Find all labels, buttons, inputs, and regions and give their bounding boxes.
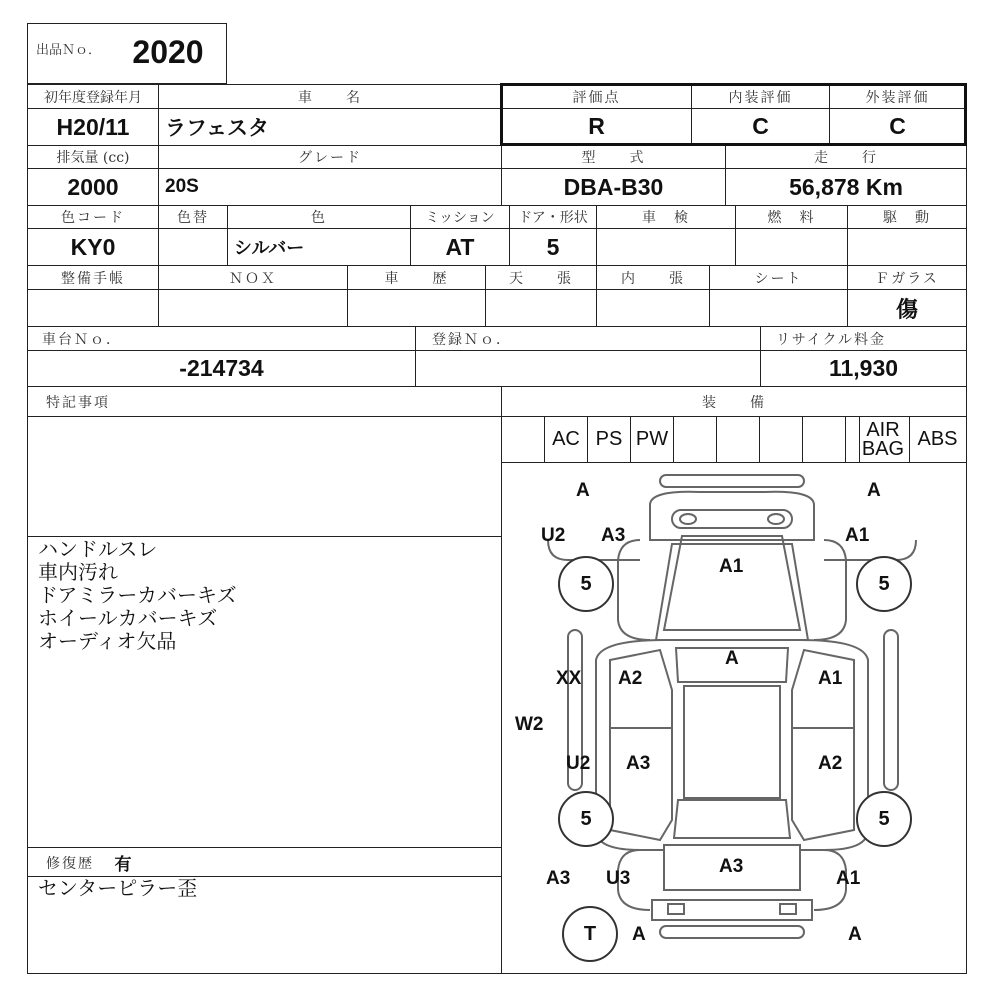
grade-value: 20S: [165, 176, 199, 197]
interior-grade-value: C: [752, 113, 769, 139]
exterior-grade-header: 外装評価: [865, 89, 930, 106]
damage-mark: A1: [719, 556, 744, 577]
drive-header: 駆 動: [883, 210, 931, 226]
score-header: 評価点: [572, 89, 621, 106]
grade-header: グレード: [298, 150, 362, 166]
inspection-value: [597, 229, 735, 265]
notes-header: 特記事項: [46, 394, 110, 411]
damage-mark: A1: [818, 668, 843, 689]
roof-lining-header: 天 張: [509, 270, 573, 287]
roof-lining-value: [486, 290, 596, 326]
recycle-fee-header: リサイクル料金: [776, 331, 887, 348]
registration-number-value: [416, 351, 760, 386]
front-glass-value: 傷: [895, 297, 918, 323]
note-line: ホイールカバーキズ: [38, 606, 218, 630]
equipment-cell-empty: [846, 417, 859, 462]
damage-mark: A: [867, 480, 881, 501]
color-header: 色: [311, 210, 327, 226]
equipment-header: 装 備: [702, 394, 766, 411]
interior-grade-header: 内装評価: [728, 89, 793, 106]
car-name-value: ラフェスタ: [165, 116, 269, 140]
note-line: 車内汚れ: [38, 560, 118, 584]
transmission-header: ミッション: [425, 210, 495, 226]
equipment-cell-empty: [674, 417, 716, 462]
displacement-header: 排気量 (cc): [56, 150, 130, 166]
mileage-value: 56,878 Km: [789, 173, 903, 200]
interior-trim-header: 内 張: [621, 270, 685, 287]
first-registration-header: 初年度登録年月: [44, 89, 142, 106]
color-code-value: KY0: [70, 233, 116, 260]
model-code-header: 型 式: [581, 150, 646, 166]
repair-history-value: 有: [114, 855, 132, 875]
door-shape-value: 5: [546, 233, 560, 260]
chassis-number-header: 車台Ｎｏ．: [42, 331, 122, 348]
damage-mark: U2: [541, 525, 566, 546]
recycle-fee-value: 11,930: [828, 355, 899, 381]
damage-mark: A: [848, 924, 862, 945]
equipment-cell-empty: [717, 417, 759, 462]
notes-list: [38, 538, 488, 653]
equipment-cell-empty: [803, 417, 845, 462]
mileage-header: 走 行: [814, 150, 878, 166]
fuel-header: 燃 料: [767, 210, 816, 226]
damage-mark: A: [725, 648, 739, 669]
chassis-number-value: -214734: [179, 355, 264, 381]
repair-note: センターピラー歪: [38, 876, 198, 900]
front-glass-header: Ｆガラス: [875, 270, 939, 287]
damage-mark: W2: [515, 714, 544, 735]
damage-mark: A2: [618, 668, 643, 689]
tire-front-right: 5: [856, 556, 912, 612]
damage-mark: A2: [818, 753, 843, 774]
color-change-value: [159, 229, 227, 265]
inspection-header: 車 検: [642, 210, 690, 226]
equipment-abs: ABS: [917, 428, 958, 450]
transmission-value: AT: [445, 233, 475, 260]
note-line: ドアミラーカバーキズ: [38, 583, 237, 607]
registration-number-header: 登録Ｎｏ．: [432, 331, 512, 348]
model-code-value: DBA-B30: [563, 173, 664, 200]
damage-mark: A3: [626, 753, 651, 774]
damage-mark: A3: [601, 525, 626, 546]
damage-mark: A3: [546, 868, 571, 889]
service-book-value: [28, 290, 158, 326]
damage-mark: A: [576, 480, 590, 501]
fuel-value: [736, 229, 847, 265]
seat-value: [710, 290, 847, 326]
note-line: ハンドルスレ: [38, 537, 158, 561]
exterior-grade-value: C: [889, 113, 906, 139]
note-line: オーディオ欠品: [38, 629, 177, 653]
equipment-airbag: AIR BAG: [861, 418, 905, 460]
damage-mark: A3: [719, 856, 744, 877]
equipment-cell-empty: [502, 417, 544, 462]
lot-label: 出品Ｎｏ．: [36, 42, 102, 58]
color-value: シルバー: [234, 238, 305, 259]
score-value: R: [588, 113, 605, 139]
damage-mark: XX: [556, 668, 582, 689]
drive-value: [848, 229, 966, 265]
door-shape-header: ドア・形状: [518, 210, 588, 226]
equipment-ac: AC: [552, 428, 580, 450]
seat-header: シート: [754, 270, 803, 287]
lot-number: 2020: [132, 33, 204, 70]
spare-tire: T: [562, 906, 618, 962]
damage-mark: A1: [836, 868, 861, 889]
nox-header: ＮＯＸ: [229, 270, 277, 287]
damage-mark: U2: [566, 753, 591, 774]
damage-mark: A: [632, 924, 646, 945]
service-book-header: 整備手帳: [61, 270, 125, 287]
tire-rear-right: 5: [856, 791, 912, 847]
tire-front-left: 5: [558, 556, 614, 612]
damage-mark: U3: [606, 868, 631, 889]
displacement-value: 2000: [67, 173, 119, 200]
damage-mark: A1: [845, 525, 870, 546]
nox-value: [159, 290, 347, 326]
color-change-header: 色替: [177, 210, 209, 226]
tire-rear-left: 5: [558, 791, 614, 847]
equipment-pw: PW: [635, 428, 669, 450]
first-registration-value: H20/11: [56, 113, 130, 140]
history-value: [348, 290, 485, 326]
interior-trim-value: [597, 290, 709, 326]
car-name-header: 車 名: [298, 89, 362, 106]
repair-history-label: 修復歴: [46, 855, 94, 872]
history-header: 車 歴: [384, 270, 449, 287]
color-code-header: 色コード: [61, 210, 125, 226]
equipment-cell-empty: [760, 417, 802, 462]
equipment-ps: PS: [595, 428, 623, 450]
